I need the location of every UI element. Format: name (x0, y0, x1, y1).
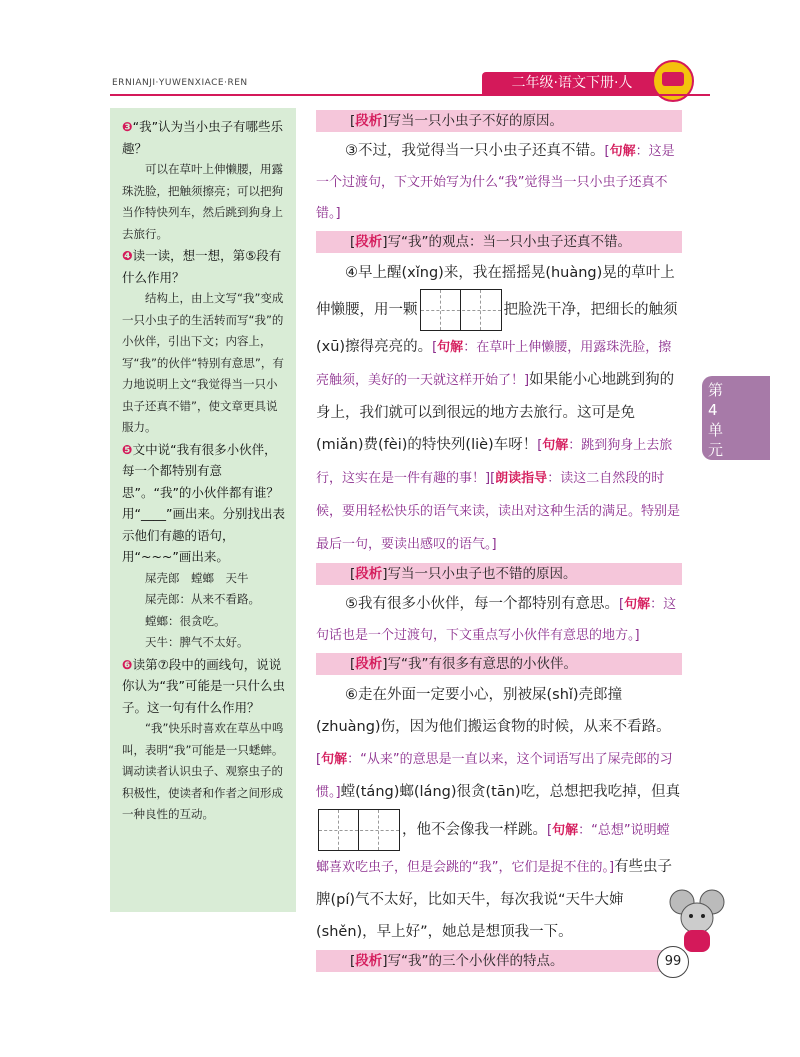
grade-badge: 二年级·语文下册·人 (482, 72, 662, 94)
header-divider (110, 94, 710, 96)
answer-5-line: 屎壳郎 螳螂 天牛 (145, 570, 249, 585)
answer-6: “我”快乐时喜欢在草丛中鸣叫，表明“我”可能是一只蟋蟀。调动读者认识虫子、观察虫子的积极性，使读者和作者之间形成一种良性的互动。 (122, 721, 284, 821)
fill-in-boxes[interactable] (318, 809, 400, 851)
question-3: ❸“我”认为当小虫子有哪些乐趣？ (122, 119, 284, 156)
analysis-bar: [段析]写“我”有很多有意思的小伙伴。 (316, 653, 682, 675)
analysis-bar: [段析]写当一只小虫子不好的原因。 (316, 110, 682, 132)
question-sidebar (110, 108, 296, 912)
answer-5-line: 屎壳郎：从来不看路。 (145, 592, 260, 606)
answer-3: 可以在草叶上伸懒腰，用露珠洗脸，把触须擦亮；可以把狗当作特快列车，然后跳到狗身上去旅行。 (122, 162, 283, 241)
answer-4: 结构上，由上文写“我”变成一只小虫子的生活转而写“我”的小伙伴，引出下文；内容上，写“我”的伙伴“特别有意思”，有力地说明上文“我觉得当一只小虫子还真不错”，使文章更具说服力。 (122, 291, 284, 434)
paragraph-4: ④早上醒(xǐng)来，我在摇摇晃(huàng)晃的草叶上伸懒腰，用一颗 把脸洗干净，把细长的触须(xū)擦得亮亮的。[句解：在草叶上伸懒腰，用露珠洗脸，擦亮触须，美好的一天就这样开始了！]如果能小心地跳到狗的身上，我们就可以到很远的地方去旅行。这可是免(miǎn)费(fèi)的特快列(liè)车呀！[句解：跳到狗身上去旅行，这实在是一件有趣的事！][朗读指导：读这二自然段的时候，要用轻松快乐的语气来读，读出对这种生活的满足。特别是最后一句，要读出感叹的语气。] (316, 265, 681, 552)
answer-5-line: 天牛：脾气不太好。 (145, 635, 249, 649)
analysis-bar: [段析]写“我”的三个小伙伴的特点。 (316, 950, 682, 972)
paragraph-6: ⑥走在外面一定要小心，别被屎(shǐ)壳郎撞(zhuàng)伤，因为他们搬运食物的时候，从来不看路。[句解：“从来”的意思是一直以来，这个词语写出了屎壳郎的习惯。]螳(táng)螂(láng)很贪(tān)吃，总想把我吃掉，但真 ，他不会像我一样跳。[句解：“总想”说明螳螂喜欢吃虫子，但是会跳的“我”，它们是捉不住的。]有些虫子脾(pí)气不太好，比如天牛，每次我说“天牛大婶(shěn)，早上好”，她总是想顶我一下。 (316, 687, 681, 940)
paragraph-5: ⑤我有很多小伙伴，每一个都特别有意思。[句解：这句话也是一个过渡句，下文重点写小伙伴有意思的地方。] (316, 596, 677, 643)
question-6: ❻读第⑦段中的画线句，说说你认为“我”可能是一只什么虫子。这一句有什么作用？ (122, 656, 285, 715)
page-number: 99 (657, 946, 689, 978)
analysis-bar: [段析]写当一只小虫子也不错的原因。 (316, 563, 682, 585)
paragraph-3: ③不过，我觉得当一只小虫子还真不错。[句解：这是一个过渡句，下文开始写为什么“我”觉得当一只小虫子还真不错。] (316, 143, 675, 221)
answer-5-line: 螳螂：很贪吃。 (145, 613, 226, 628)
question-4: ❹读一读，想一想，第⑤段有什么作用？ (122, 248, 282, 285)
fill-in-boxes[interactable] (420, 289, 502, 331)
question-5: ❺文中说“我有很多小伙伴，每一个都特别有意思”。“我”的小伙伴都有谁？用“____”画出来。分别找出表示他们有趣的语句，用“~~~”画出来。 (122, 441, 285, 564)
analysis-bar: [段析]写“我”的观点：当一只小虫子还真不错。 (316, 231, 682, 253)
text-column (316, 108, 682, 976)
unit-tab: 第 4 单 元 (702, 376, 770, 460)
series-header: ERNIANJI·YUWENXIACE·REN (112, 78, 248, 88)
